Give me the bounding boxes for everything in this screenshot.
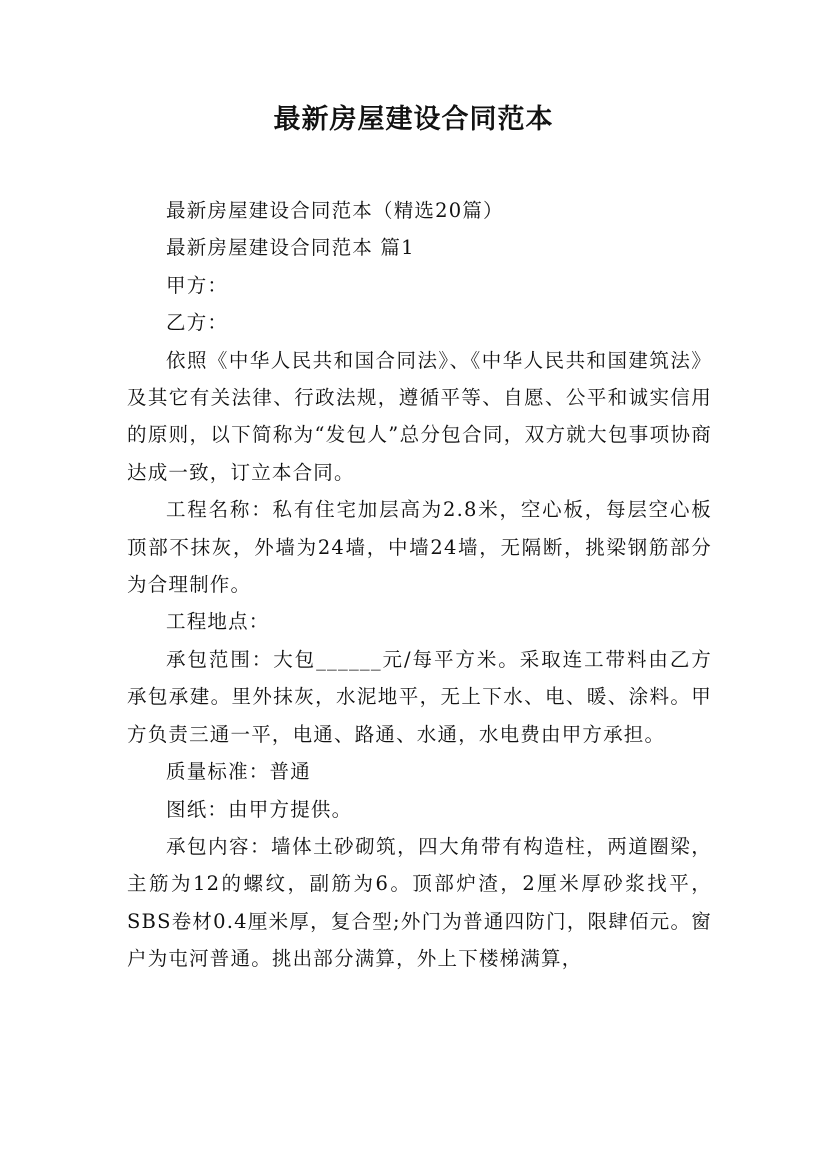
paragraph-legal-basis: 依照《中华人民共和国合同法》、《中华人民共和国建筑法》及其它有关法律、行政法规，遵循平等、自愿、公平和诚实信用的原则，以下简称为“发包人”总分包合同，双方就大包事项协商达成一致，订立本合同。	[127, 348, 712, 484]
paragraph-contract-content: 承包内容：墙体土砂砌筑，四大角带有构造柱，两道圈梁，主筋为12的螺纹，副筋为6。顶部炉渣，2厘米厚砂浆找平，SBS卷材0.4厘米厚，复合型;外门为普通四防门，限肆佰元。窗户为屯河普通。挑出部分满算，外上下楼梯满算，	[127, 834, 712, 971]
paragraph-party-b: 乙方：	[166, 311, 229, 335]
document-body	[127, 192, 712, 978]
paragraph-contract-scope: 承包范围：大包______元/每平方米。采取连工带料由乙方承包承建。里外抹灰，水泥地平，无上下水、电、暖、涂料。甲方负责三通一平，电通、路通、水通，水电费由甲方承担。	[127, 647, 712, 746]
paragraph-party-a: 甲方：	[166, 273, 229, 297]
paragraph-section-heading: 最新房屋建设合同范本 篇1	[166, 236, 415, 260]
paragraph-project-name: 工程名称：私有住宅加层高为2.8米，空心板，每层空心板顶部不抹灰，外墙为24墙，中墙24墙，无隔断，挑梁钢筋部分为合理制作。	[127, 498, 712, 597]
paragraph-project-location: 工程地点：	[166, 610, 270, 634]
paragraph-drawings: 图纸：由甲方提供。	[166, 797, 353, 821]
paragraph-quality-standard: 质量标准：普通	[166, 760, 311, 784]
paragraph-subtitle: 最新房屋建设合同范本（精选20篇）	[166, 199, 504, 222]
document-title: 最新房屋建设合同范本	[273, 104, 554, 135]
